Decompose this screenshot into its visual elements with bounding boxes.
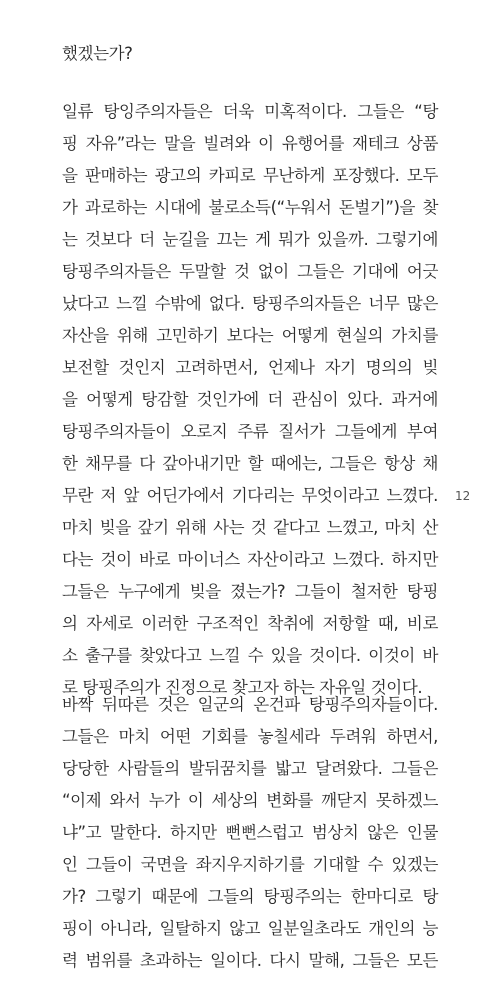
text-line: 다는 것이 바로 마이너스 자산이라고 느꼈다. 하지만 — [62, 550, 438, 569]
text-line: 가? 그렇기 때문에 그들의 탕핑주의는 한마디로 탕 — [62, 887, 438, 906]
text-line: 가 과로하는 시대에 불로소득(“누워서 돈벌기”)을 찾 — [62, 198, 438, 217]
text-line: 당당한 사람들의 발뒤꿈치를 밟고 달려왔다. 그들은 — [62, 759, 438, 778]
top-fragment-block — [62, 38, 438, 70]
text-line: 보전할 것인지 고려하면서, 언제나 자기 명의의 빚 — [62, 358, 438, 377]
text-line: 인 그들이 국면을 좌지우지하기를 기대할 수 있겠는 — [62, 855, 438, 874]
text-line: 핑 자유”라는 말을 빌려와 이 유행어를 재테크 상품 — [62, 134, 438, 153]
page-number: 12 — [455, 489, 471, 503]
text-line: 했겠는가? — [62, 44, 133, 63]
text-line: 을 어떻게 탕감할 것인가에 더 관심이 있다. 과거에 — [62, 390, 438, 409]
paragraph-2 — [62, 689, 438, 977]
text-line: 자산을 위해 고민하기 보다는 어떻게 현실의 가치를 — [62, 326, 438, 345]
text-line: 일류 탕잉주의자들은 더욱 미혹적이다. 그들은 “탕 — [62, 102, 438, 121]
text-line: 의 자세로 이러한 구조적인 착취에 저항할 때, 비로 — [62, 614, 438, 633]
text-line: 무란 저 앞 어딘가에서 기다리는 무엇이라고 느꼈다. — [62, 486, 438, 505]
text-line: 소 출구를 찾았다고 느낄 수 있을 것이다. 이것이 바 — [62, 646, 438, 665]
text-line: 탕핑주의자들은 두말할 것 없이 그들은 기대에 어긋 — [62, 262, 438, 281]
paragraph-1 — [62, 96, 438, 704]
text-line: 력 범위를 초과하는 일이다. 다시 말해, 그들은 모든 — [62, 951, 438, 970]
text-line: 로 탕핑주의가 진정으로 찾고자 하는 자유일 것이다. — [62, 678, 423, 697]
text-line: “이제 와서 누가 이 세상의 변화를 깨닫지 못하겠느 — [62, 791, 438, 810]
text-line: 마치 빚을 갚기 위해 사는 것 같다고 느꼈고, 마치 산 — [62, 518, 438, 537]
text-line: 을 판매하는 광고의 카피로 무난하게 포장했다. 모두 — [62, 166, 438, 185]
text-line: 그들은 누구에게 빚을 졌는가? 그들이 철저한 탕핑 — [62, 582, 438, 601]
text-line: 났다고 느낄 수밖에 없다. 탕핑주의자들은 너무 많은 — [62, 294, 438, 313]
text-line: 탕핑주의자들이 오로지 주류 질서가 그들에게 부여 — [62, 422, 438, 441]
text-line: 냐”고 말한다. 하지만 뻔뻔스럽고 범상치 않은 인물 — [62, 823, 438, 842]
text-line: 는 것보다 더 눈길을 끄는 게 뭐가 있을까. 그렇기에 — [62, 230, 438, 249]
text-line: 한 채무를 다 갚아내기만 할 때에는, 그들은 항상 채 — [62, 454, 438, 473]
text-line: 핑이 아니라, 일탈하지 않고 일분일초라도 개인의 능 — [62, 919, 438, 938]
text-line: 바짝 뒤따른 것은 일군의 온건파 탕핑주의자들이다. — [62, 695, 438, 714]
text-line: 그들은 마치 어떤 기회를 놓칠세라 두려워 하면서, — [62, 727, 438, 746]
